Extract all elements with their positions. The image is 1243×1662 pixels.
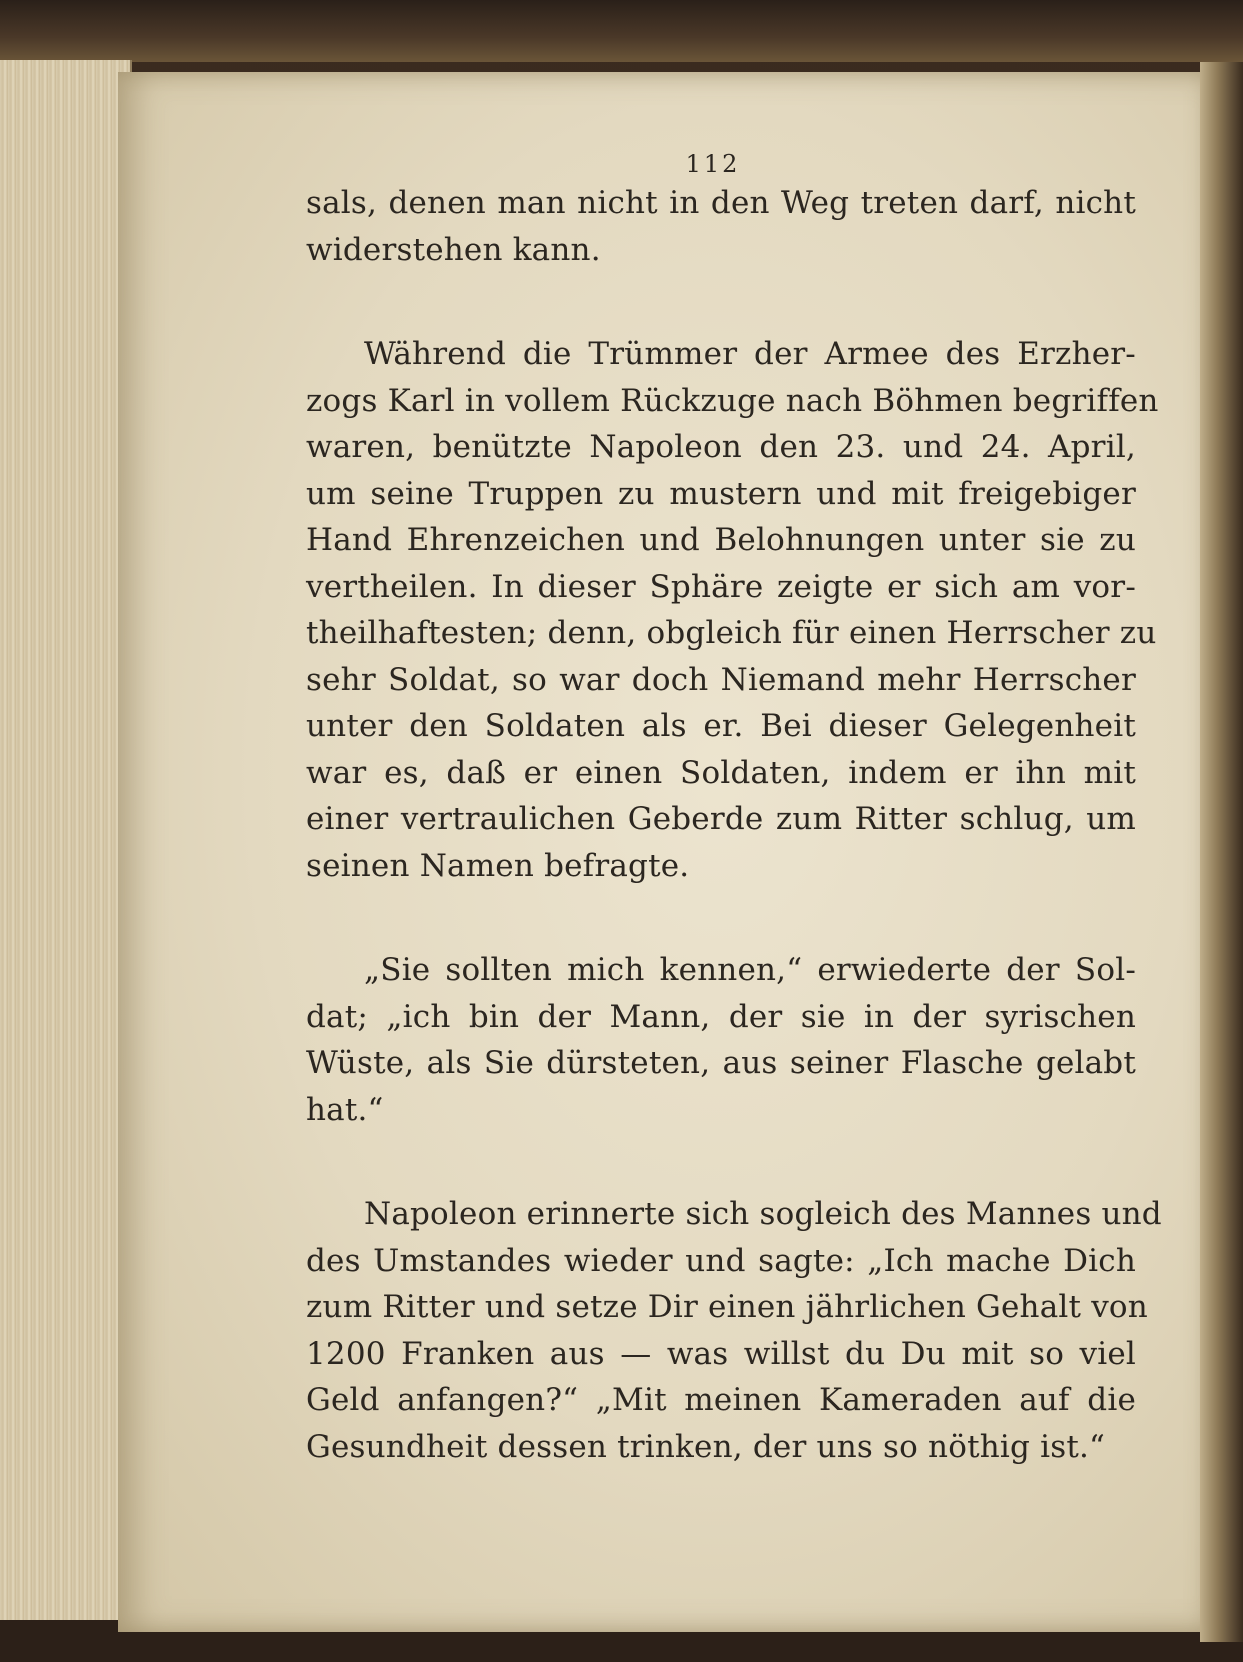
text-line: des Umstandes wieder und sagte: „Ich mache Dich (306, 1242, 1136, 1279)
text-line: waren, benützte Napoleon den 23. und 24. April, (306, 429, 1136, 465)
text-line: Napoleon erinnerte sich sogleich des Mannes und (364, 1196, 1162, 1232)
text-line: Gesundheit dessen trinken, der uns so nöthig ist.“ (306, 1428, 1106, 1465)
text-line: um seine Truppen zu mustern und mit freigebiger (306, 475, 1136, 512)
text-line: widerstehen kann. (306, 231, 601, 268)
paragraph (306, 331, 1159, 889)
text-line: sals, denen man nicht in den Weg treten darf, nicht (306, 185, 1136, 221)
text-line: Wüste, als Sie dürsteten, aus seiner Flasche gelabt (306, 1045, 1136, 1081)
text-line: zogs Karl in vollem Rückzuge nach Böhmen begriffen (306, 382, 1159, 419)
text-line: unter den Soldaten als er. Bei dieser Gelegenheit (306, 708, 1136, 744)
paragraph (306, 180, 1136, 273)
text-line: sehr Soldat, so war doch Niemand mehr Herrscher (306, 661, 1136, 698)
paragraph (306, 947, 1136, 1133)
book-gutter (1200, 62, 1243, 1642)
page-stack-edge (0, 60, 132, 1620)
text-line: Geld anfangen?“ „Mit meinen Kameraden auf die (306, 1382, 1136, 1418)
text-line: Hand Ehrenzeichen und Belohnungen unter sie zu (306, 522, 1136, 558)
text-line: 1200 Franken aus — was willst du Du mit so viel (306, 1335, 1136, 1372)
text-line: hat.“ (306, 1091, 384, 1128)
page-number: 112 (685, 150, 741, 178)
page-text (306, 180, 1162, 1470)
text-line: dat; „ich bin der Mann, der sie in der syrischen (306, 998, 1136, 1035)
text-line: seinen Namen befragte. (306, 847, 690, 884)
text-line: „Sie sollten mich kennen,“ erwiederte der Sol- (364, 952, 1136, 988)
text-line: theilhaftesten; denn, obgleich für einen Herrscher zu (306, 615, 1157, 651)
paragraph (306, 1191, 1162, 1470)
text-line: war es, daß er einen Soldaten, indem er ihn mit (306, 754, 1136, 791)
text-line: vertheilen. In dieser Sphäre zeigte er sich am vor- (306, 568, 1136, 605)
text-line: Während die Trümmer der Armee des Erzher- (364, 336, 1136, 372)
text-line: zum Ritter und setze Dir einen jährlichen Gehalt von (306, 1289, 1148, 1325)
text-line: einer vertraulichen Geberde zum Ritter schlug, um (306, 801, 1136, 837)
book-top-edge (0, 0, 1243, 62)
